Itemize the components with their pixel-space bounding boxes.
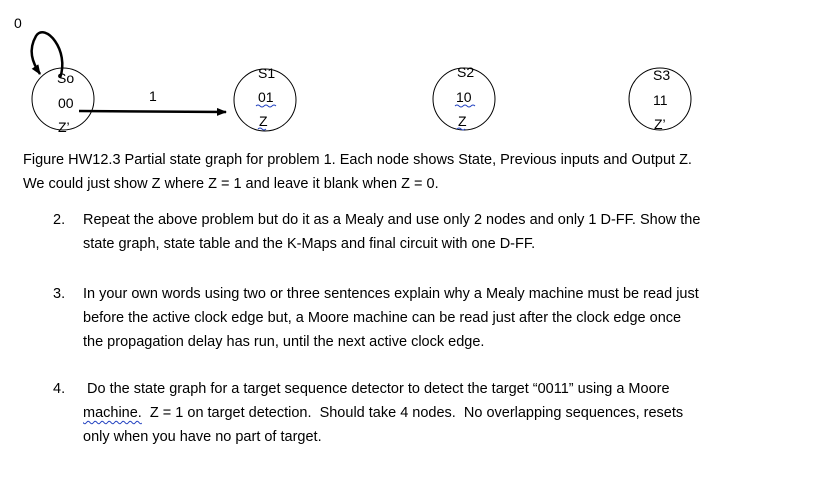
question-3 [53, 282, 823, 354]
state-node-s2 [433, 64, 495, 130]
figure-caption-line-1: Figure HW12.3 Partial state graph for problem 1. Each node shows State, Previous inputs and Output Z. [23, 152, 692, 168]
node-prev-inputs: 01 [258, 89, 274, 105]
state-node-s3 [629, 67, 691, 132]
node-state-label: So [57, 70, 75, 86]
node-state-label: S2 [457, 64, 475, 80]
question-text [83, 282, 699, 354]
node-state-label: S3 [653, 67, 671, 83]
node-prev-inputs: 00 [58, 95, 74, 111]
node-output: Z [458, 113, 467, 129]
question-line: In your own words using two or three sentences explain why a Mealy machine must be read just [83, 286, 699, 302]
node-output: Z’ [654, 116, 666, 132]
state-graph [0, 0, 837, 150]
transition-edge [79, 111, 226, 112]
spell-squiggle [455, 105, 475, 107]
question-4 [53, 377, 823, 449]
question-number: 2. [53, 212, 66, 228]
self-loop-label: 0 [14, 15, 22, 31]
question-number: 4. [53, 381, 66, 397]
question-line: before the active clock edge but, a Moore machine can be read just after the clock edge once [83, 310, 682, 326]
question-line [83, 401, 683, 425]
question-text [83, 377, 683, 449]
question-line: Repeat the above problem but do it as a Mealy and use only 2 nodes and only 1 D-FF. Show the [83, 212, 701, 228]
state-node-s1 [234, 65, 296, 131]
question-line: only when you have no part of target. [83, 429, 322, 445]
node-output: Z [259, 113, 268, 129]
question-2 [53, 208, 823, 256]
node-output: Z’ [58, 119, 70, 135]
spell-squiggle [256, 105, 276, 107]
question-text [83, 208, 700, 256]
node-prev-inputs: 11 [653, 92, 668, 108]
question-number: 3. [53, 286, 66, 302]
figure-caption-line-2: We could just show Z where Z = 1 and leave it blank when Z = 0. [23, 176, 439, 192]
question-line: state graph, state table and the K-Maps and final circuit with one D-FF. [83, 236, 536, 252]
question-line: Do the state graph for a target sequence detector to detect the target “0011” using a Moore [83, 381, 670, 397]
state-node-s0 [32, 68, 94, 135]
node-prev-inputs: 10 [456, 89, 472, 105]
question-line: the propagation delay has run, until the next active clock edge. [83, 334, 485, 350]
spell-flagged-word: machine. [83, 405, 142, 421]
transition-label: 1 [149, 88, 157, 104]
question-line-rest: Z = 1 on target detection. Should take 4 nodes. No overlapping sequences, resets [141, 405, 684, 421]
node-state-label: S1 [258, 65, 276, 81]
